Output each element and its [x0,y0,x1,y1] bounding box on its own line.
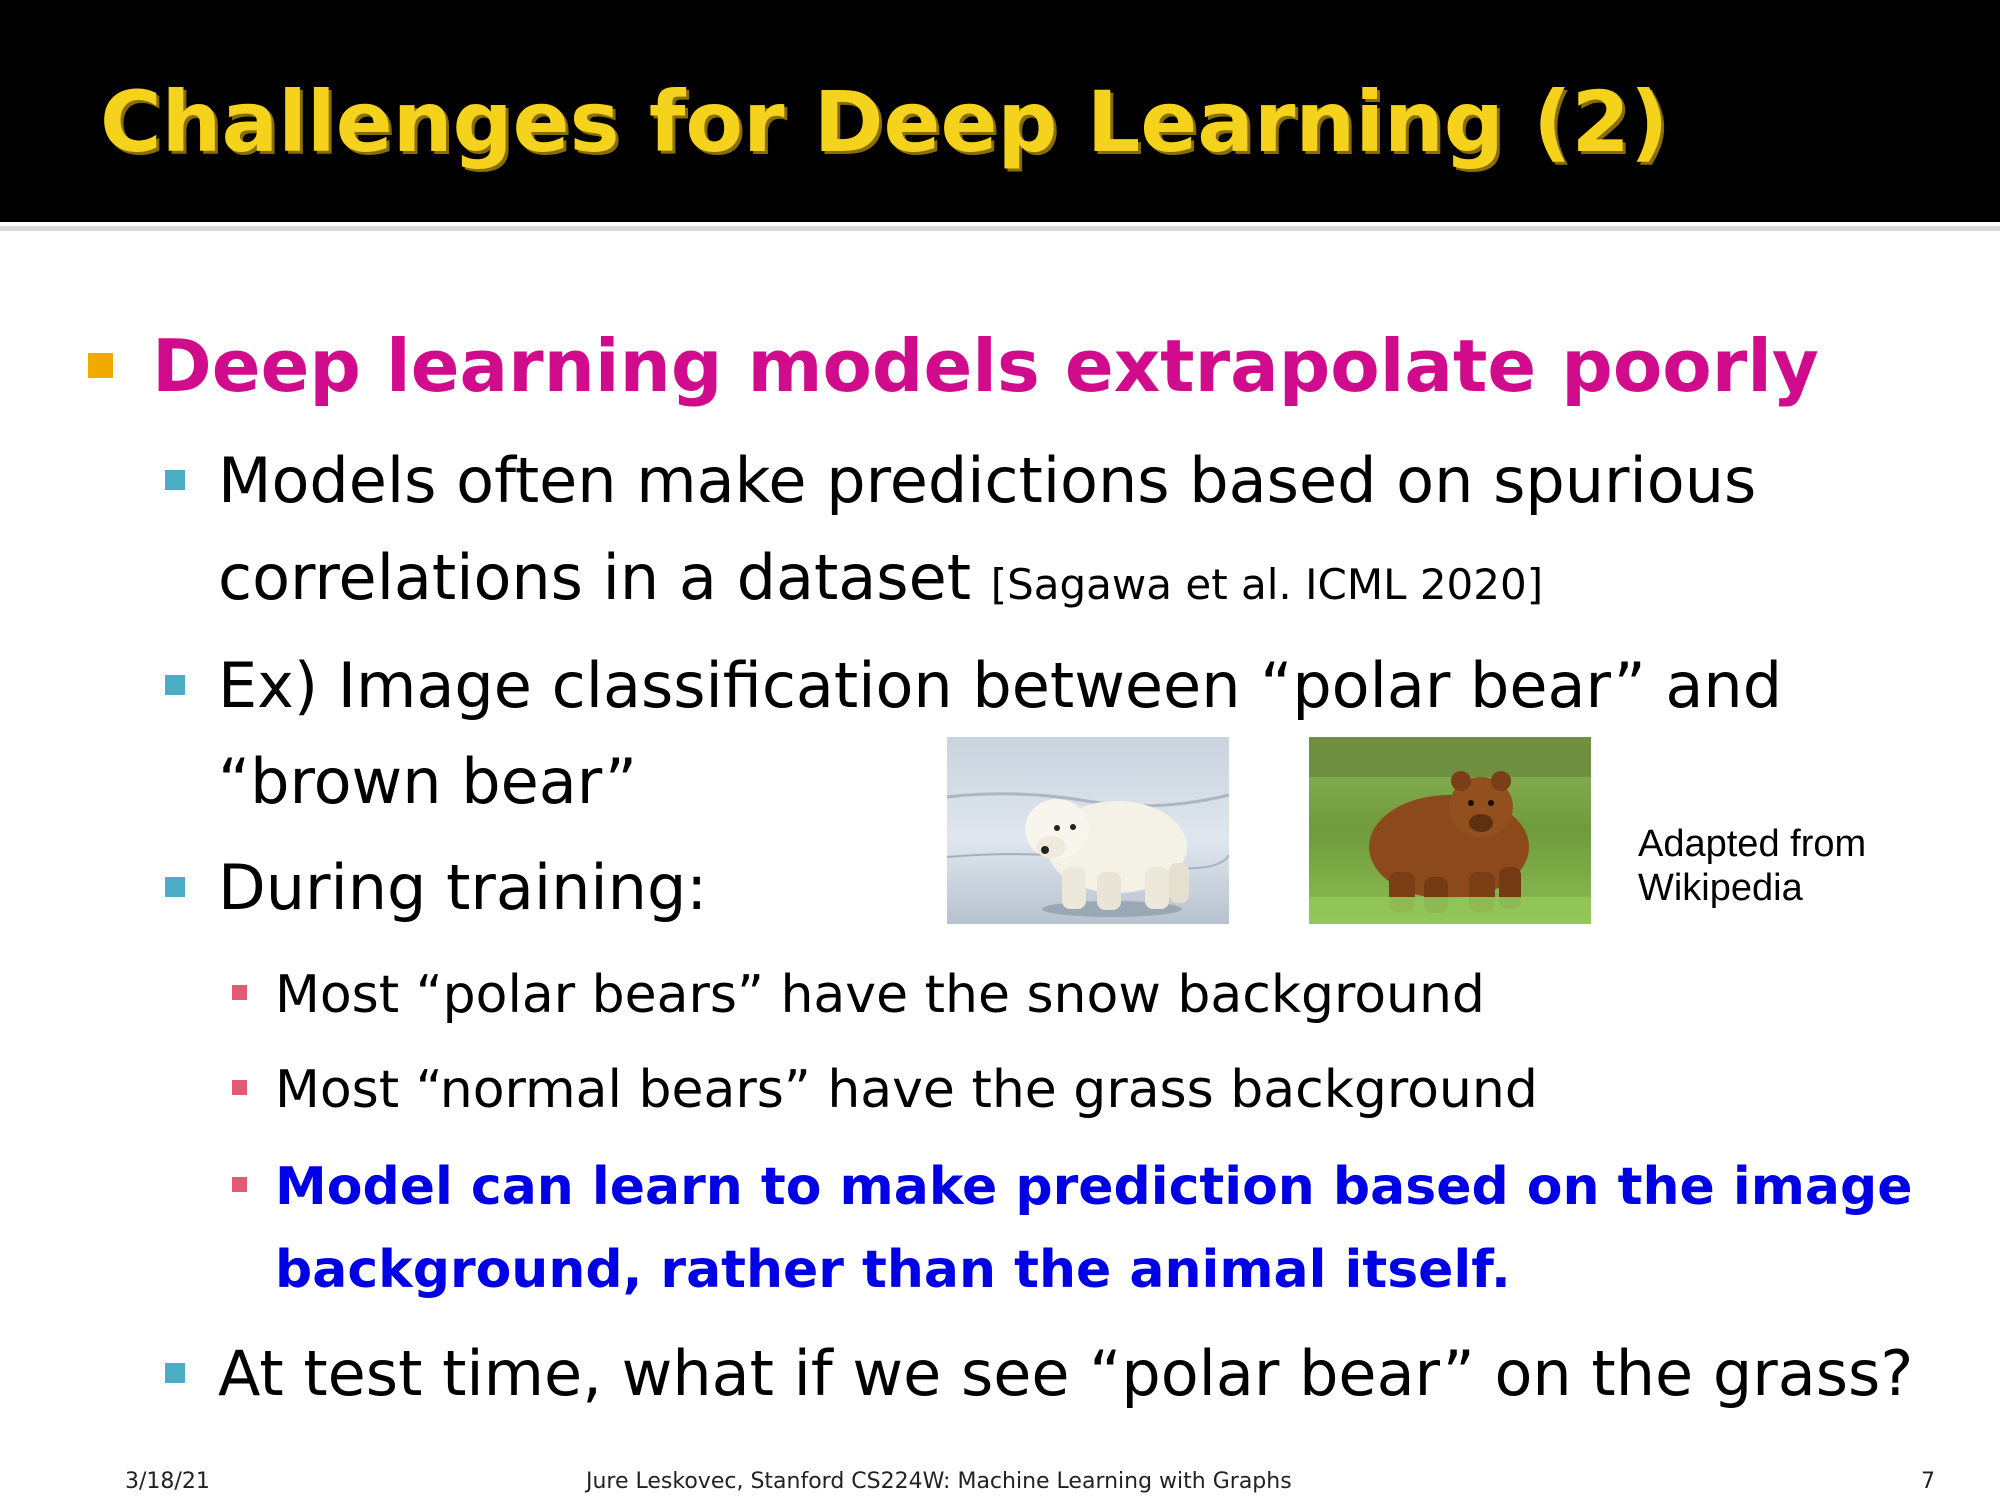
sub-bullet-spurious-line2 [218,533,1543,630]
highlight-line2: background, rather than the animal itself. [275,1240,1511,1300]
sub-bullet-marker-icon [165,877,185,897]
training-item-polar: Most “polar bears” have the snow background [275,965,1485,1025]
sub-bullet-marker-icon [165,1363,185,1383]
polar-bear-photo-icon [947,737,1229,924]
sub-bullet-spurious-line1: Models often make predictions based on spurious [218,444,1757,517]
footer-credit: Jure Leskovec, Stanford CS224W: Machine Learning with Graphs [586,1469,1292,1494]
slide-title: Challenges for Deep Learning (2) [100,73,1669,171]
sub-sub-bullet-marker-icon [232,1080,247,1095]
sub-bullet-marker-icon [165,470,185,490]
brown-bear-photo-icon [1309,737,1591,924]
sub-bullet-training: During training: [218,851,708,924]
main-bullet: Deep learning models extrapolate poorly [152,324,1819,408]
sub-sub-bullet-marker-icon [232,985,247,1000]
sub-bullet-spurious-text: correlations in a dataset [218,541,991,614]
image-caption [1638,822,1866,910]
title-bar [0,0,2000,222]
title-divider [0,226,2000,231]
sub-bullet-example-line2: “brown bear” [218,745,637,818]
bullet-marker-icon [88,353,113,378]
caption-line1: Adapted from [1638,823,1867,865]
training-item-normal: Most “normal bears” have the grass background [275,1060,1538,1120]
footer-date: 3/18/21 [125,1469,210,1494]
sub-sub-bullet-marker-icon [232,1177,247,1192]
highlight-line1: Model can learn to make prediction based on the image [275,1157,1913,1217]
citation: [Sagawa et al. ICML 2020] [990,560,1544,609]
page-number: 7 [1921,1469,1935,1494]
sub-bullet-test-time: At test time, what if we see “polar bear” on the grass? [218,1337,1914,1410]
caption-line2: Wikipedia [1638,867,1803,909]
sub-bullet-marker-icon [165,675,185,695]
sub-bullet-example-line1: Ex) Image classification between “polar bear” and [218,649,1783,722]
